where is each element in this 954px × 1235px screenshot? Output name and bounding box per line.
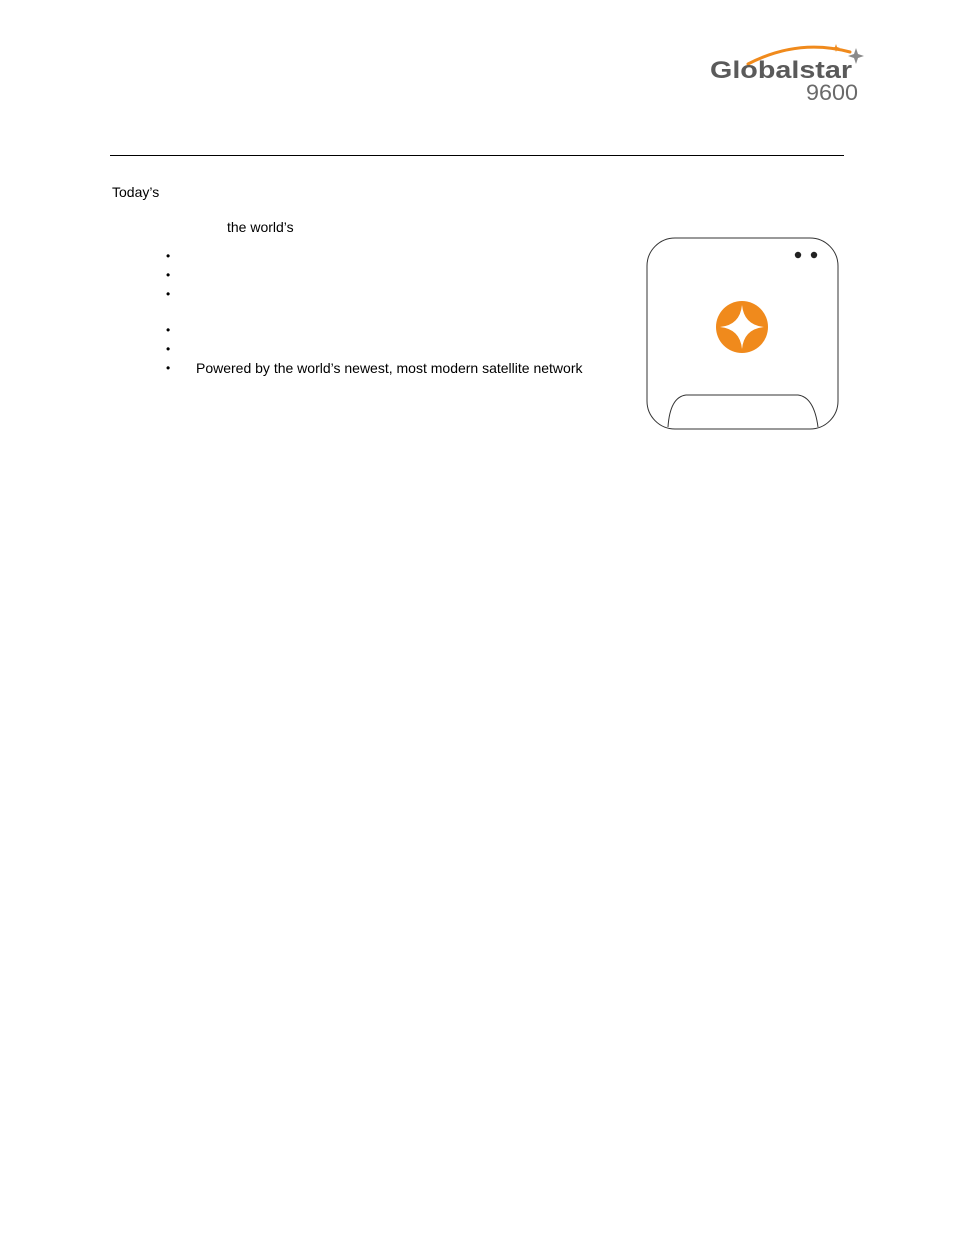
bullet-icon: • <box>166 342 171 356</box>
bullet-icon: • <box>166 249 171 263</box>
satellite-network-bullet: Powered by the world’s newest, most modern satellite network <box>196 360 583 376</box>
indicator-light-icon <box>811 252 817 258</box>
logo-model-number: 9600 <box>806 80 858 105</box>
bullet-icon: • <box>166 287 171 301</box>
bullet-icon: • <box>166 323 171 337</box>
globalstar-9600-logo <box>708 38 868 106</box>
bullet-icon: • <box>166 361 171 375</box>
globalstar-9600-device-image <box>646 237 839 430</box>
indicator-light-icon <box>795 252 801 258</box>
sub-intro-text: the world’s <box>227 219 294 235</box>
logo-wordmark: Globalstar <box>710 57 852 84</box>
header-divider <box>110 155 844 156</box>
bullet-icon: • <box>166 268 171 282</box>
intro-text: Today’s <box>112 184 160 200</box>
